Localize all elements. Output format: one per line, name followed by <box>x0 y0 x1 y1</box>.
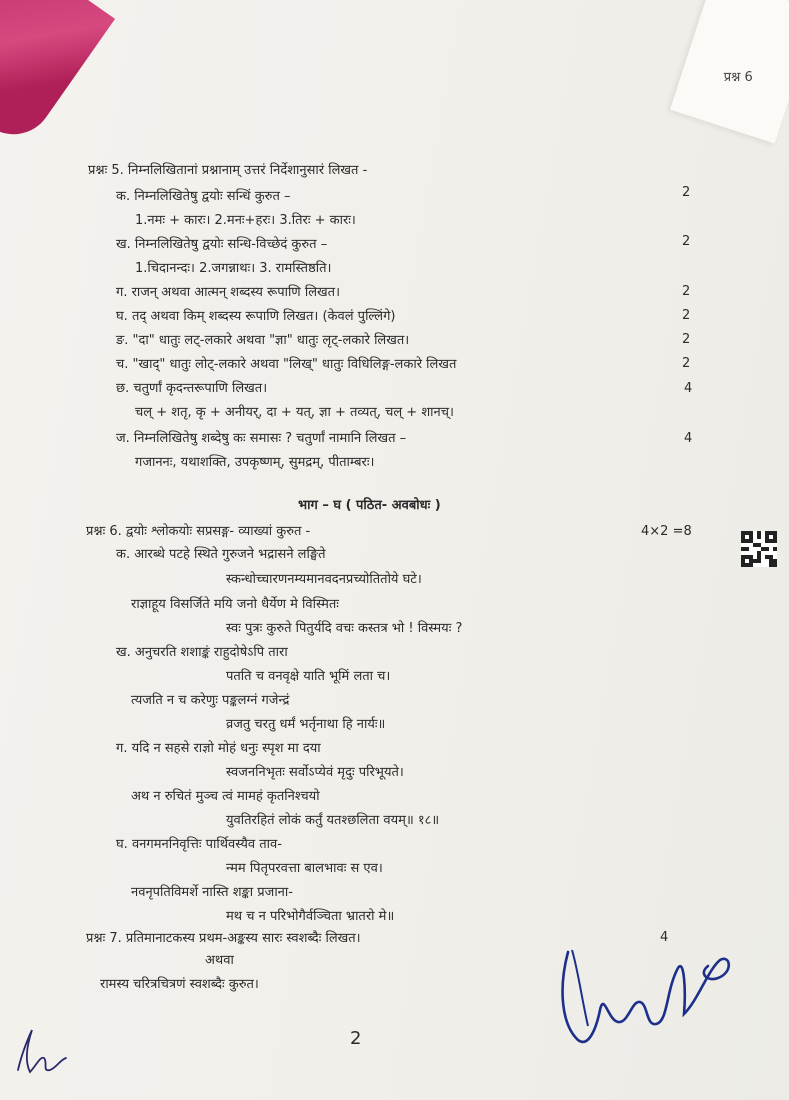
marks-gha: 2 <box>682 308 691 323</box>
verse-kha-line4: व्रजतु चरतु धर्मं भर्तृनाथा हि नार्यः॥ <box>226 717 386 732</box>
verse-ka-line3: राज्ञाहूय विसर्जिते मयि जनो धैर्येण मे विस्मितः <box>131 597 339 612</box>
marks-ja: 4 <box>684 431 693 446</box>
q7-alternative: रामस्य चरित्रचित्रणं स्वशब्दैः कुरुत। <box>100 977 259 992</box>
q5-kha: ख. निम्नलिखितेषु द्वयोः सन्धि-विच्छेदं कुरुत – <box>116 237 328 252</box>
qr-code-icon <box>741 531 777 567</box>
q5-chha: छ. चतुर्णां कृदन्तरूपाणि लिखत। <box>116 381 268 396</box>
marks-ka: 2 <box>682 185 691 200</box>
next-page-corner <box>670 0 789 144</box>
marks-cha: 2 <box>682 356 691 371</box>
verse-ka-line1: क. आरब्धे पटहे स्थिते गुरुजने भद्रासने लङ्घिते <box>116 547 326 562</box>
verse-ga-line4: युवतिरहितं लोकं कर्तुं यतश्छलिता वयम्॥ १८॥ <box>226 813 440 828</box>
verse-gha-line1: घ. वनगमननिवृत्तिः पार्थिवस्यैव ताव- <box>116 837 282 852</box>
q5-cha: च. "खाद्" धातुः लोट्-लकारे अथवा "लिख्" धातुः विधिलिङ्ग-लकारे लिखत <box>116 357 457 372</box>
q5-nga: ङ. "दा" धातुः लट्-लकारे अथवा "ज्ञा" धातुः लृट्-लकारे लिखत। <box>116 333 410 348</box>
verse-gha-line2: न्मम पितृपरवत्ता बालभावः स एव। <box>226 861 383 876</box>
q5-kha-items: 1.चिदानन्दः। 2.जगन्नाथः। 3. रामस्तिष्ठति। <box>135 261 332 276</box>
q5-heading: प्रश्नः 5. निम्नलिखितानां प्रश्नानाम् उत्तरं निर्देशानुसारं लिखत - <box>88 163 368 178</box>
verse-ga-line1: ग. यदि न सहसे राज्ञो मोहं धनुः स्पृश मा दया <box>116 741 321 756</box>
marks-q6: 4×2 =8 <box>641 524 692 539</box>
q5-ga: ग. राजन् अथवा आत्मन् शब्दस्य रूपाणि लिखत। <box>116 285 340 300</box>
verse-kha-line1: ख. अनुचरति शशाङ्कं राहुदोषेऽपि तारा <box>116 645 288 660</box>
verse-kha-line3: त्यजति न च करेणुः पङ्कलग्नं गजेन्द्रं <box>131 693 290 708</box>
q5-chha-items: चल् + शतृ, कृ + अनीयर्, दा + यत्, ज्ञा + तव्यत्, चल् + शानच्। <box>135 405 454 420</box>
q5-ka: क. निम्नलिखितेषु द्वयोः सन्धिं कुरुत – <box>116 189 291 204</box>
part-heading: भाग – घ ( पठित- अवबोधः ) <box>298 498 441 513</box>
verse-gha-line3: नवनृपतिविमर्शे नास्ति शङ्का प्रजाना- <box>131 885 293 900</box>
verse-ga-line3: अथ न रुचितं मुञ्च त्वं मामहं कृतनिश्चयो <box>131 789 320 804</box>
q7-heading: प्रश्नः 7. प्रतिमानाटकस्य प्रथम-अङ्कस्य सारः स्वशब्दैः लिखत। <box>86 931 361 946</box>
verse-kha-line2: पतति च वनवृक्षे याति भूमिं लता च। <box>226 669 391 684</box>
pink-ribbon-corner <box>0 0 115 150</box>
athava-label: अथवा <box>205 953 234 968</box>
page-number: 2 <box>350 1028 362 1049</box>
handwritten-initials <box>10 1022 72 1084</box>
verse-ga-line2: स्वजननिभृतः सर्वोऽप्येवं मृदुः परिभूयते। <box>226 765 404 780</box>
verse-ka-line4: स्वः पुत्रः कुरुते पितुर्यदि वचः कस्तत्र भो ! विस्मयः ? <box>226 621 463 636</box>
signature <box>548 930 738 1050</box>
verse-gha-line4: मथ च न परिभोगैर्वञ्चिता भ्रातरो मे॥ <box>226 909 395 924</box>
marks-kha: 2 <box>682 234 691 249</box>
q6-heading: प्रश्नः 6. द्वयोः श्लोकयोः सप्रसङ्ग- व्याख्यां कुरुत - <box>86 524 311 539</box>
q5-ka-items: 1.नमः + कारः। 2.मनः+हरः। 3.तिरः + कारः। <box>135 213 356 228</box>
verse-ka-line2: स्कन्धोच्चारणनम्यमानवदनप्रच्योतितोये घटे। <box>226 572 422 587</box>
q5-gha: घ. तद् अथवा किम् शब्दस्य रूपाणि लिखत। (केवलं पुल्लिंगे) <box>116 309 396 324</box>
marks-q7: 4 <box>660 930 669 945</box>
marks-ga: 2 <box>682 284 691 299</box>
next-page-corner-text: प्रश्न 6 <box>723 70 753 86</box>
marks-nga: 2 <box>682 332 691 347</box>
q5-ja-items: गजाननः, यथाशक्ति, उपकृष्णम्, सुमद्रम्, पीताम्बरः। <box>135 455 375 470</box>
q5-ja: ज. निम्नलिखितेषु शब्देषु कः समासः ? चतुर्णां नामानि लिखत – <box>116 431 407 446</box>
marks-chha: 4 <box>684 381 693 396</box>
